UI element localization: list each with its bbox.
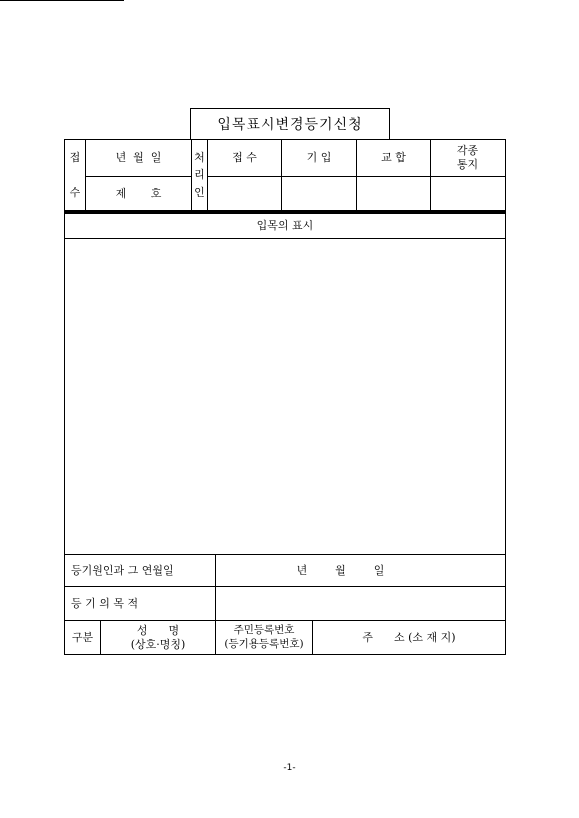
- reception-stamp-field[interactable]: [208, 177, 281, 210]
- reception-number-label: 제 호: [115, 186, 162, 200]
- entry-stamp-field[interactable]: [282, 177, 356, 210]
- col-verify: 교 합: [381, 151, 406, 165]
- reception-date-label: 년 월 일: [115, 151, 162, 165]
- form-title: 입목표시변경등기신청: [190, 108, 390, 139]
- section-title: 입목의 표시: [256, 219, 314, 233]
- cause-date-field[interactable]: 년 월 일: [296, 563, 385, 577]
- reception-label-bottom: 수: [69, 186, 81, 200]
- page-number: -1-: [283, 763, 296, 773]
- col-name: 성 명 (상호·명칭): [130, 623, 186, 651]
- col-reception: 접 수: [232, 151, 257, 165]
- application-form: [64, 139, 506, 655]
- col-address: 주 소 (소 재 지): [362, 630, 456, 644]
- col-id-number: 주민등록번호 (등기용등록번호): [224, 624, 304, 650]
- top-rule: [0, 0, 124, 1]
- notice-stamp-field[interactable]: [431, 177, 504, 210]
- verify-stamp-field[interactable]: [357, 177, 430, 210]
- handler-label: 처 리 인: [194, 150, 205, 199]
- tree-description-field[interactable]: [65, 239, 505, 554]
- col-notice: 각종 통지: [456, 144, 479, 171]
- col-type: 구분: [71, 630, 94, 644]
- purpose-field[interactable]: [216, 587, 505, 620]
- purpose-label: 등 기 의 목 적: [71, 596, 139, 610]
- reception-label-top: 접: [69, 151, 81, 165]
- cause-label: 등기원인과 그 연월일: [71, 563, 174, 577]
- col-entry: 기 입: [306, 151, 332, 165]
